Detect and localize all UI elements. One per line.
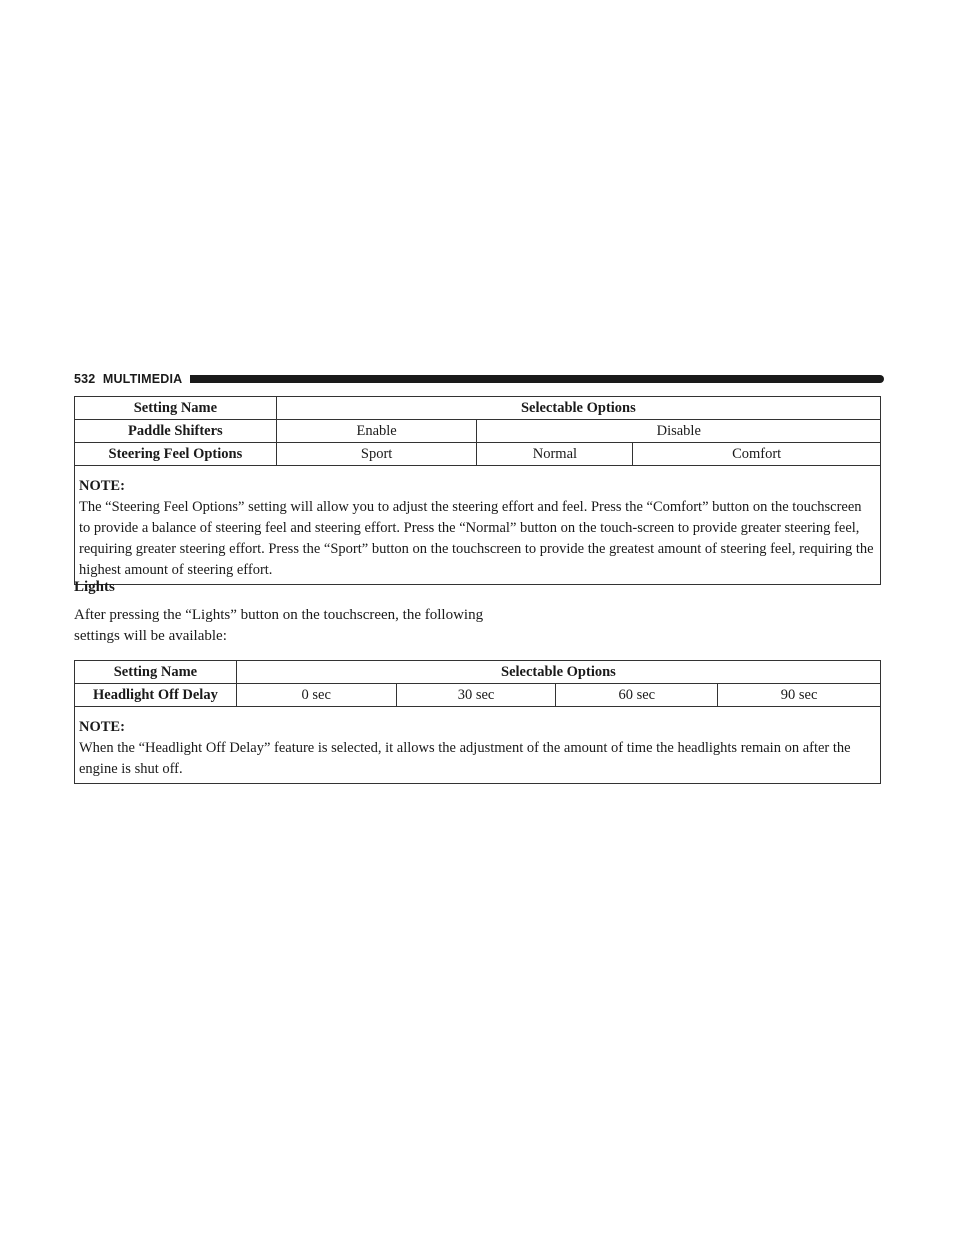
option-cell: Comfort — [633, 443, 881, 466]
column-header-selectable-options: Selectable Options — [276, 397, 880, 420]
header-rule — [190, 375, 884, 383]
section-heading-lights: Lights — [74, 579, 115, 595]
page-number-section — [74, 372, 182, 386]
steering-settings-table — [74, 396, 881, 585]
page-header — [74, 372, 884, 386]
table-header-row — [75, 397, 881, 420]
note-label: NOTE: — [79, 719, 125, 735]
column-header-selectable-options: Selectable Options — [236, 661, 880, 684]
option-cell: Enable — [276, 420, 477, 443]
option-cell: 30 sec — [396, 684, 556, 707]
note-row — [75, 707, 881, 784]
lights-intro-paragraph: After pressing the “Lights” button on the touchscreen, the following settings will be available: — [74, 607, 484, 644]
option-cell: 90 sec — [718, 684, 881, 707]
lights-settings-table — [74, 660, 881, 784]
table-row — [75, 443, 881, 466]
note-cell — [75, 466, 881, 585]
option-cell: Disable — [477, 420, 881, 443]
option-cell: 60 sec — [556, 684, 718, 707]
option-cell: Sport — [276, 443, 477, 466]
setting-name-cell: Headlight Off Delay — [75, 684, 237, 707]
table-header-row — [75, 661, 881, 684]
note-text: When the “Headlight Off Delay” feature is selected, it allows the adjustment of the amount of time the headlights remain on after the engine is shut off. — [79, 740, 851, 777]
page-number: 532 — [74, 372, 96, 386]
setting-name-cell: Steering Feel Options — [75, 443, 277, 466]
note-row — [75, 466, 881, 585]
column-header-setting-name: Setting Name — [75, 661, 237, 684]
section-title: MULTIMEDIA — [102, 372, 183, 386]
note-label: NOTE: — [79, 478, 125, 494]
option-cell: 0 sec — [236, 684, 396, 707]
table-row — [75, 420, 881, 443]
setting-name-cell: Paddle Shifters — [75, 420, 277, 443]
table-row — [75, 684, 881, 707]
option-cell: Normal — [477, 443, 633, 466]
note-cell — [75, 707, 881, 784]
note-text: The “Steering Feel Options” setting will allow you to adjust the steering effort and feel. Press the “Comfort” button on the touchscreen to provide a balance of steering feel and steering effort. Press the “Normal” button on the touch-screen to provide greater steering feel, requiring greater steering effort. Press the “Sport” button on the touchscreen to provide the greatest amount of steering feel, requiring the highest amount of steering effort. — [79, 499, 874, 578]
column-header-setting-name: Setting Name — [75, 397, 277, 420]
